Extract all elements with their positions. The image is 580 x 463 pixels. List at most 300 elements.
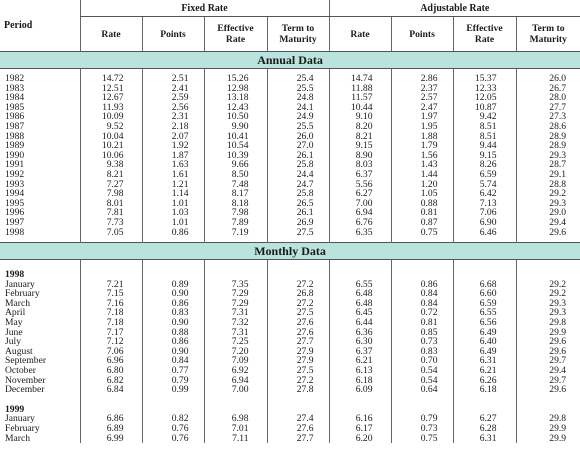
fixed-rate-group-header: Fixed Rate bbox=[80, 0, 329, 17]
value-cell: 7.18 bbox=[80, 308, 142, 318]
value-cell: 12.67 bbox=[80, 93, 142, 103]
value-cell: 27.3 bbox=[516, 112, 580, 122]
period-cell: 1990 bbox=[5, 149, 25, 161]
period-cell: October bbox=[5, 365, 36, 377]
period-cell: July bbox=[5, 336, 21, 348]
value-cell: 7.27 bbox=[80, 180, 142, 190]
value-cell: 29.4 bbox=[516, 366, 580, 376]
value-cell: 7.20 bbox=[204, 347, 267, 357]
value-cell: 12.33 bbox=[453, 84, 516, 94]
period-cell: 1989 bbox=[5, 140, 25, 152]
value-cell: 0.79 bbox=[391, 414, 453, 424]
value-cell: 6.98 bbox=[204, 414, 267, 424]
value-cell: 26.1 bbox=[267, 208, 329, 218]
value-cell: 6.86 bbox=[80, 414, 142, 424]
period-cell: 1983 bbox=[5, 82, 25, 94]
value-cell: 6.49 bbox=[453, 328, 516, 338]
value-cell: 7.35 bbox=[204, 280, 267, 290]
value-cell: 0.86 bbox=[142, 299, 204, 309]
value-cell: 0.83 bbox=[391, 347, 453, 357]
value-cell: 1.20 bbox=[391, 180, 453, 190]
value-cell: 7.98 bbox=[80, 189, 142, 199]
value-cell: 29.3 bbox=[516, 199, 580, 209]
year-label: 1999 bbox=[5, 403, 25, 415]
value-cell: 29.2 bbox=[516, 280, 580, 290]
period-cell: March bbox=[5, 297, 31, 309]
value-cell: 6.35 bbox=[329, 228, 391, 238]
value-cell: 24.7 bbox=[267, 180, 329, 190]
value-cell: 6.60 bbox=[453, 289, 516, 299]
value-cell: 6.94 bbox=[329, 208, 391, 218]
value-cell: 9.10 bbox=[329, 112, 391, 122]
value-cell: 0.76 bbox=[142, 424, 204, 434]
value-cell: 27.8 bbox=[267, 385, 329, 395]
value-cell: 2.59 bbox=[142, 93, 204, 103]
value-cell: 6.27 bbox=[329, 189, 391, 199]
value-cell: 27.7 bbox=[267, 337, 329, 347]
value-cell: 6.89 bbox=[80, 424, 142, 434]
value-cell: 24.8 bbox=[267, 93, 329, 103]
value-cell: 29.6 bbox=[516, 228, 580, 238]
annual-row bbox=[0, 228, 580, 238]
fixed-term-to-maturity-header: Term to Maturity bbox=[267, 17, 329, 52]
value-cell: 26.1 bbox=[267, 151, 329, 161]
value-cell: 11.88 bbox=[329, 84, 391, 94]
value-cell: 6.55 bbox=[329, 280, 391, 290]
value-cell: 1.21 bbox=[142, 180, 204, 190]
value-cell: 1.61 bbox=[142, 170, 204, 180]
value-cell: 6.68 bbox=[453, 280, 516, 290]
value-cell: 6.59 bbox=[453, 170, 516, 180]
value-cell: 6.94 bbox=[204, 376, 267, 386]
value-cell: 7.06 bbox=[453, 208, 516, 218]
value-cell: 6.18 bbox=[453, 385, 516, 395]
value-cell: 1.63 bbox=[142, 160, 204, 170]
value-cell: 10.39 bbox=[204, 151, 267, 161]
value-cell: 8.03 bbox=[329, 160, 391, 170]
value-cell: 29.7 bbox=[516, 376, 580, 386]
value-cell: 26.9 bbox=[267, 218, 329, 228]
value-cell: 6.37 bbox=[329, 347, 391, 357]
value-cell: 2.57 bbox=[391, 93, 453, 103]
value-cell: 7.09 bbox=[204, 356, 267, 366]
value-cell: 29.3 bbox=[516, 151, 580, 161]
value-cell: 27.6 bbox=[267, 318, 329, 328]
value-cell: 0.75 bbox=[391, 434, 453, 444]
value-cell: 0.79 bbox=[142, 376, 204, 386]
value-cell: 2.47 bbox=[391, 103, 453, 113]
value-cell: 7.21 bbox=[80, 280, 142, 290]
value-cell: 1.92 bbox=[142, 141, 204, 151]
value-cell: 27.9 bbox=[267, 356, 329, 366]
value-cell: 29.0 bbox=[516, 208, 580, 218]
adjustable-effective-rate-header: Effective Rate bbox=[453, 17, 516, 52]
value-cell: 7.05 bbox=[80, 228, 142, 238]
value-cell: 6.46 bbox=[453, 228, 516, 238]
value-cell: 29.8 bbox=[516, 318, 580, 328]
value-cell: 8.51 bbox=[453, 122, 516, 132]
value-cell: 26.0 bbox=[267, 132, 329, 142]
period-header: Period bbox=[0, 0, 80, 52]
value-cell: 27.5 bbox=[267, 308, 329, 318]
value-cell: 0.73 bbox=[391, 424, 453, 434]
year-label: 1998 bbox=[5, 269, 25, 281]
value-cell: 12.98 bbox=[204, 84, 267, 94]
value-cell: 6.21 bbox=[329, 356, 391, 366]
value-cell: 1.95 bbox=[391, 122, 453, 132]
value-cell: 6.09 bbox=[329, 385, 391, 395]
value-cell: 7.12 bbox=[80, 337, 142, 347]
monthly-data-section-title: Monthly Data bbox=[0, 243, 580, 260]
period-cell: January bbox=[5, 413, 35, 425]
value-cell: 27.2 bbox=[267, 376, 329, 386]
value-cell: 0.82 bbox=[142, 414, 204, 424]
value-cell: 12.51 bbox=[80, 84, 142, 94]
value-cell: 0.73 bbox=[391, 337, 453, 347]
period-cell: 1995 bbox=[5, 197, 25, 209]
value-cell: 0.85 bbox=[391, 328, 453, 338]
value-cell: 12.05 bbox=[453, 93, 516, 103]
value-cell: 6.49 bbox=[453, 347, 516, 357]
value-cell: 6.90 bbox=[453, 218, 516, 228]
value-cell: 0.88 bbox=[391, 199, 453, 209]
value-cell: 9.38 bbox=[80, 160, 142, 170]
value-cell: 24.9 bbox=[267, 112, 329, 122]
value-cell: 7.16 bbox=[80, 299, 142, 309]
period-cell: 1998 bbox=[5, 226, 25, 238]
period-cell: 1994 bbox=[5, 188, 25, 200]
value-cell: 7.11 bbox=[204, 434, 267, 444]
value-cell: 28.0 bbox=[516, 93, 580, 103]
value-cell: 1.97 bbox=[391, 112, 453, 122]
value-cell: 29.9 bbox=[516, 424, 580, 434]
period-cell: 1991 bbox=[5, 159, 25, 171]
value-cell: 28.8 bbox=[516, 180, 580, 190]
period-cell: 1982 bbox=[5, 73, 25, 84]
period-cell: September bbox=[5, 355, 47, 367]
value-cell: 6.55 bbox=[453, 308, 516, 318]
value-cell: 6.40 bbox=[453, 337, 516, 347]
value-cell: 25.8 bbox=[267, 189, 329, 199]
value-cell: 8.21 bbox=[329, 132, 391, 142]
value-cell: 1.44 bbox=[391, 170, 453, 180]
value-cell: 6.28 bbox=[453, 424, 516, 434]
value-cell: 1.01 bbox=[142, 218, 204, 228]
value-cell: 29.3 bbox=[516, 308, 580, 318]
value-cell: 9.42 bbox=[453, 112, 516, 122]
value-cell: 7.00 bbox=[329, 199, 391, 209]
period-cell: April bbox=[5, 307, 26, 319]
period-cell: May bbox=[5, 317, 23, 329]
value-cell: 9.44 bbox=[453, 141, 516, 151]
period-cell: January bbox=[5, 278, 35, 290]
value-cell: 6.31 bbox=[453, 356, 516, 366]
period-cell: June bbox=[5, 326, 23, 338]
value-cell: 26.0 bbox=[516, 74, 580, 84]
value-cell: 27.9 bbox=[267, 347, 329, 357]
value-cell: 6.92 bbox=[204, 366, 267, 376]
value-cell: 7.06 bbox=[80, 347, 142, 357]
value-cell: 0.83 bbox=[142, 308, 204, 318]
period-cell: 1985 bbox=[5, 101, 25, 113]
value-cell: 6.16 bbox=[329, 414, 391, 424]
value-cell: 7.73 bbox=[80, 218, 142, 228]
value-cell: 6.96 bbox=[80, 356, 142, 366]
adjustable-points-header: Points bbox=[391, 17, 453, 52]
value-cell: 2.07 bbox=[142, 132, 204, 142]
value-cell: 0.89 bbox=[142, 280, 204, 290]
value-cell: 27.2 bbox=[267, 280, 329, 290]
value-cell: 5.74 bbox=[453, 180, 516, 190]
value-cell: 1.03 bbox=[142, 208, 204, 218]
value-cell: 6.80 bbox=[80, 366, 142, 376]
value-cell: 0.75 bbox=[391, 228, 453, 238]
value-cell: 0.88 bbox=[142, 328, 204, 338]
value-cell: 1.14 bbox=[142, 189, 204, 199]
value-cell: 12.43 bbox=[204, 103, 267, 113]
value-cell: 27.2 bbox=[267, 299, 329, 309]
value-cell: 25.5 bbox=[267, 84, 329, 94]
value-cell: 28.9 bbox=[516, 132, 580, 142]
value-cell: 26.8 bbox=[267, 289, 329, 299]
value-cell: 0.70 bbox=[391, 356, 453, 366]
value-cell: 7.18 bbox=[80, 318, 142, 328]
value-cell: 6.36 bbox=[329, 328, 391, 338]
value-cell: 0.84 bbox=[391, 299, 453, 309]
adjustable-rate-header: Rate bbox=[329, 17, 391, 52]
value-cell: 7.15 bbox=[80, 289, 142, 299]
value-cell: 6.31 bbox=[453, 434, 516, 444]
period-cell: 1993 bbox=[5, 178, 25, 190]
value-cell: 8.21 bbox=[80, 170, 142, 180]
value-cell: 7.32 bbox=[204, 318, 267, 328]
value-cell: 27.7 bbox=[516, 103, 580, 113]
value-cell: 2.37 bbox=[391, 84, 453, 94]
value-cell: 6.21 bbox=[453, 366, 516, 376]
period-cell: 1984 bbox=[5, 92, 25, 104]
value-cell: 2.86 bbox=[391, 74, 453, 84]
period-cell: 1992 bbox=[5, 168, 25, 180]
period-cell: 1987 bbox=[5, 120, 25, 132]
adjustable-term-to-maturity-header: Term to Maturity bbox=[516, 17, 580, 52]
value-cell: 7.31 bbox=[204, 308, 267, 318]
value-cell: 29.7 bbox=[516, 356, 580, 366]
period-cell: 1986 bbox=[5, 111, 25, 123]
value-cell: 0.87 bbox=[391, 218, 453, 228]
value-cell: 9.52 bbox=[80, 122, 142, 132]
value-cell: 6.17 bbox=[329, 424, 391, 434]
value-cell: 1.56 bbox=[391, 151, 453, 161]
value-cell: 0.72 bbox=[391, 308, 453, 318]
value-cell: 8.18 bbox=[204, 199, 267, 209]
period-cell: February bbox=[5, 288, 40, 300]
value-cell: 6.48 bbox=[329, 289, 391, 299]
value-cell: 29.9 bbox=[516, 328, 580, 338]
value-cell: 7.31 bbox=[204, 328, 267, 338]
value-cell: 6.76 bbox=[329, 218, 391, 228]
value-cell: 10.06 bbox=[80, 151, 142, 161]
fixed-rate-header: Rate bbox=[80, 17, 142, 52]
value-cell: 27.6 bbox=[267, 424, 329, 434]
value-cell: 10.87 bbox=[453, 103, 516, 113]
value-cell: 11.93 bbox=[80, 103, 142, 113]
value-cell: 28.7 bbox=[516, 160, 580, 170]
value-cell: 10.50 bbox=[204, 112, 267, 122]
value-cell: 10.44 bbox=[329, 103, 391, 113]
value-cell: 0.54 bbox=[391, 366, 453, 376]
value-cell: 0.86 bbox=[142, 228, 204, 238]
value-cell: 27.7 bbox=[267, 434, 329, 444]
value-cell: 10.04 bbox=[80, 132, 142, 142]
value-cell: 7.81 bbox=[80, 208, 142, 218]
value-cell: 7.29 bbox=[204, 299, 267, 309]
value-cell: 29.2 bbox=[516, 289, 580, 299]
value-cell: 6.84 bbox=[80, 385, 142, 395]
value-cell: 27.5 bbox=[267, 228, 329, 238]
value-cell: 6.37 bbox=[329, 170, 391, 180]
value-cell: 6.20 bbox=[329, 434, 391, 444]
value-cell: 6.82 bbox=[80, 376, 142, 386]
period-cell: 1988 bbox=[5, 130, 25, 142]
value-cell: 0.90 bbox=[142, 347, 204, 357]
value-cell: 2.56 bbox=[142, 103, 204, 113]
value-cell: 27.0 bbox=[267, 141, 329, 151]
value-cell: 0.84 bbox=[391, 289, 453, 299]
period-cell: March bbox=[5, 432, 31, 444]
value-cell: 8.50 bbox=[204, 170, 267, 180]
value-cell: 0.90 bbox=[142, 289, 204, 299]
value-cell: 29.6 bbox=[516, 347, 580, 357]
value-cell: 8.01 bbox=[80, 199, 142, 209]
annual-data-section bbox=[0, 52, 580, 69]
value-cell: 24.1 bbox=[267, 103, 329, 113]
value-cell: 7.89 bbox=[204, 218, 267, 228]
value-cell: 2.31 bbox=[142, 112, 204, 122]
value-cell: 6.44 bbox=[329, 318, 391, 328]
value-cell: 5.56 bbox=[329, 180, 391, 190]
value-cell: 0.86 bbox=[391, 280, 453, 290]
period-cell: August bbox=[5, 345, 33, 357]
monthly-row bbox=[0, 385, 580, 395]
value-cell: 6.13 bbox=[329, 366, 391, 376]
period-cell: 1996 bbox=[5, 207, 25, 219]
value-cell: 29.3 bbox=[516, 299, 580, 309]
period-cell: December bbox=[5, 384, 45, 396]
value-cell: 26.5 bbox=[267, 199, 329, 209]
value-cell: 1.87 bbox=[142, 151, 204, 161]
period-cell: November bbox=[5, 374, 46, 386]
value-cell: 9.15 bbox=[329, 141, 391, 151]
value-cell: 0.64 bbox=[391, 385, 453, 395]
value-cell: 6.56 bbox=[453, 318, 516, 328]
value-cell: 8.17 bbox=[204, 189, 267, 199]
value-cell: 0.76 bbox=[142, 434, 204, 444]
fixed-effective-rate-header: Effective Rate bbox=[204, 17, 267, 52]
value-cell: 13.18 bbox=[204, 93, 267, 103]
value-cell: 6.30 bbox=[329, 337, 391, 347]
monthly-row bbox=[0, 434, 580, 444]
value-cell: 28.9 bbox=[516, 141, 580, 151]
value-cell: 6.26 bbox=[453, 376, 516, 386]
value-cell: 0.84 bbox=[142, 356, 204, 366]
value-cell: 10.09 bbox=[80, 112, 142, 122]
value-cell: 7.19 bbox=[204, 228, 267, 238]
value-cell: 6.42 bbox=[453, 189, 516, 199]
value-cell: 6.48 bbox=[329, 299, 391, 309]
value-cell: 6.99 bbox=[80, 434, 142, 444]
value-cell: 14.72 bbox=[80, 74, 142, 84]
value-cell: 0.54 bbox=[391, 376, 453, 386]
value-cell: 8.90 bbox=[329, 151, 391, 161]
monthly-data-section bbox=[0, 243, 580, 260]
value-cell: 2.41 bbox=[142, 84, 204, 94]
value-cell: 7.01 bbox=[204, 424, 267, 434]
value-cell: 14.74 bbox=[329, 74, 391, 84]
value-cell: 27.6 bbox=[267, 328, 329, 338]
value-cell: 9.15 bbox=[453, 151, 516, 161]
value-cell: 1.88 bbox=[391, 132, 453, 142]
value-cell: 27.4 bbox=[267, 414, 329, 424]
value-cell: 29.9 bbox=[516, 434, 580, 444]
value-cell: 7.13 bbox=[453, 199, 516, 209]
value-cell: 29.8 bbox=[516, 414, 580, 424]
value-cell: 29.6 bbox=[516, 385, 580, 395]
value-cell: 8.20 bbox=[329, 122, 391, 132]
value-cell: 29.2 bbox=[516, 189, 580, 199]
value-cell: 7.17 bbox=[80, 328, 142, 338]
value-cell: 0.99 bbox=[142, 385, 204, 395]
value-cell: 25.5 bbox=[267, 122, 329, 132]
value-cell: 10.41 bbox=[204, 132, 267, 142]
value-cell: 9.66 bbox=[204, 160, 267, 170]
value-cell: 0.86 bbox=[142, 337, 204, 347]
annual-data-section-title: Annual Data bbox=[0, 52, 580, 69]
value-cell: 7.98 bbox=[204, 208, 267, 218]
value-cell: 7.48 bbox=[204, 180, 267, 190]
value-cell: 1.79 bbox=[391, 141, 453, 151]
value-cell: 15.37 bbox=[453, 74, 516, 84]
value-cell: 29.4 bbox=[516, 218, 580, 228]
value-cell: 11.57 bbox=[329, 93, 391, 103]
value-cell: 7.00 bbox=[204, 385, 267, 395]
value-cell: 10.21 bbox=[80, 141, 142, 151]
value-cell: 1.05 bbox=[391, 189, 453, 199]
value-cell: 0.77 bbox=[142, 366, 204, 376]
value-cell: 0.81 bbox=[391, 208, 453, 218]
value-cell: 6.27 bbox=[453, 414, 516, 424]
fixed-points-header: Points bbox=[142, 17, 204, 52]
period-cell: 1997 bbox=[5, 216, 25, 228]
value-cell: 1.43 bbox=[391, 160, 453, 170]
value-cell: 2.51 bbox=[142, 74, 204, 84]
value-cell: 1.01 bbox=[142, 199, 204, 209]
value-cell: 8.26 bbox=[453, 160, 516, 170]
value-cell: 29.1 bbox=[516, 170, 580, 180]
value-cell: 7.29 bbox=[204, 289, 267, 299]
value-cell: 9.90 bbox=[204, 122, 267, 132]
value-cell: 26.7 bbox=[516, 84, 580, 94]
value-cell: 24.4 bbox=[267, 170, 329, 180]
value-cell: 6.18 bbox=[329, 376, 391, 386]
value-cell: 0.81 bbox=[391, 318, 453, 328]
period-cell: February bbox=[5, 423, 40, 434]
adjustable-rate-group-header: Adjustable Rate bbox=[329, 0, 580, 17]
value-cell: 8.51 bbox=[453, 132, 516, 142]
value-cell: 7.25 bbox=[204, 337, 267, 347]
value-cell: 29.6 bbox=[516, 337, 580, 347]
value-cell: 6.59 bbox=[453, 299, 516, 309]
value-cell: 27.5 bbox=[267, 366, 329, 376]
